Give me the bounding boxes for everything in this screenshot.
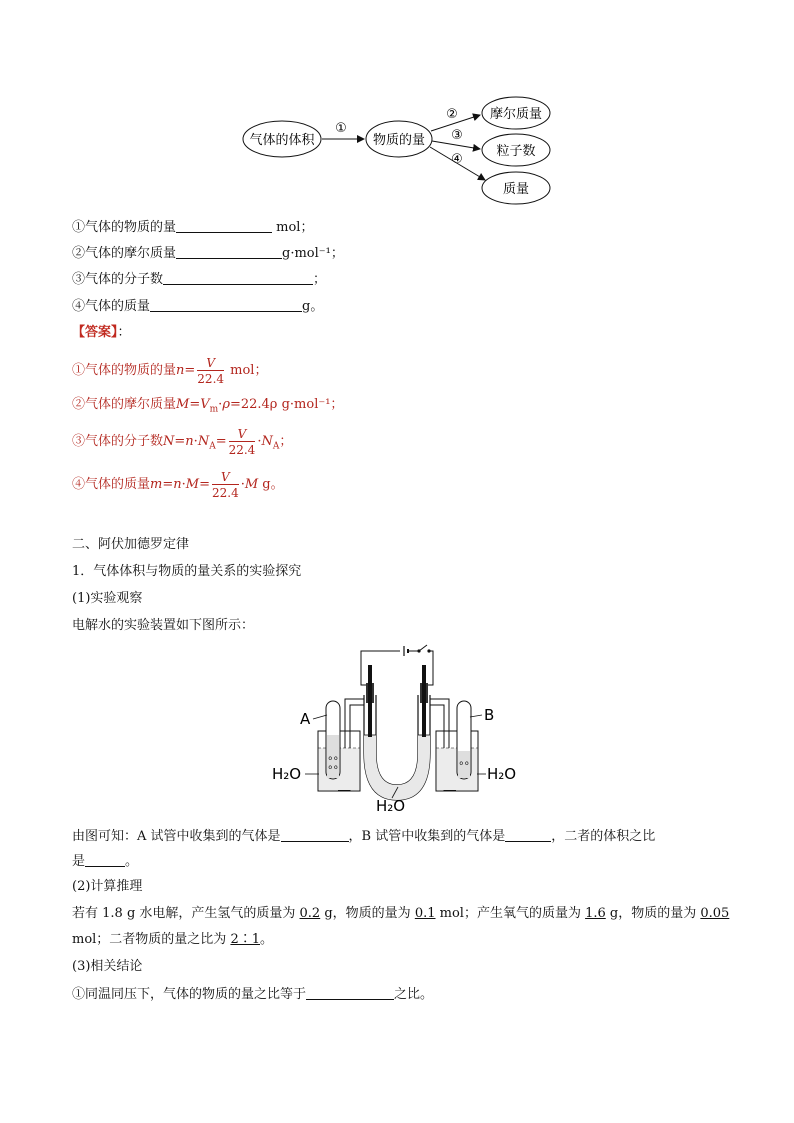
- fraction-3: $\frac{V}{22.4}$: [228, 426, 256, 457]
- question-2: ②气体的摩尔质量 g·mol⁻¹；: [72, 246, 344, 261]
- arrow-3-label: ③: [451, 128, 463, 143]
- question-1: ①气体的物质的量 mol；: [72, 220, 314, 235]
- electrolysis-apparatus: [0, 635, 794, 825]
- blank-4[interactable]: [150, 297, 302, 312]
- fraction-1: $\frac{V}{22.4}$: [197, 355, 225, 386]
- conclusion-1: ①同温同压下，气体的物质的量之比等于 之比。: [72, 987, 434, 1002]
- blank-conclusion[interactable]: [306, 985, 394, 1000]
- answer-4: ④气体的质量m=n·M= $\frac{V}{22.4}$ ·M g。: [72, 469, 284, 500]
- fraction-4: $\frac{V}{22.4}$: [211, 469, 239, 500]
- node-gas-volume-label: 气体的体积: [249, 133, 315, 148]
- label-b: B: [484, 706, 495, 724]
- calculation-line-1: 若有 1.8 g 水电解，产生氢气的质量为 0.2 g，物质的量为 0.1 mol；产生氧气的质量为 1.6 g，物质的量为 0.05: [72, 906, 730, 921]
- subsection-1: 1．气体体积与物质的量关系的实验探究: [72, 564, 302, 579]
- arrow-1-label: ①: [335, 121, 347, 136]
- blank-1[interactable]: [176, 218, 272, 233]
- answer-2: ②气体的摩尔质量$M=V_m\cdot\rho=22.4\rho$ g·mol⁻¹；: [72, 397, 344, 415]
- label-a: A: [300, 710, 311, 728]
- blank-3[interactable]: [163, 270, 313, 285]
- label-h2o-bottom: H₂O: [376, 797, 406, 815]
- question-4: ④气体的质量 g。: [72, 299, 324, 314]
- observation-line-2: 是 。: [72, 854, 139, 869]
- section-title: 二、阿伏加德罗定律: [72, 537, 190, 552]
- node-particles-label: 粒子数: [496, 144, 536, 159]
- calculation-line-2: mol；二者物质的量之比为 2∶1。: [72, 932, 274, 947]
- blank-gas-a[interactable]: [281, 827, 349, 842]
- node-molar-mass-label: 摩尔质量: [489, 107, 543, 122]
- node-amount-label: 物质的量: [372, 133, 426, 148]
- svg-text:o o: o o: [328, 764, 338, 771]
- arrow-2-label: ②: [446, 107, 458, 122]
- subsection-1c: (3)相关结论: [72, 959, 143, 974]
- svg-text:o o: o o: [459, 760, 469, 767]
- question-3: ③气体的分子数 ；: [72, 272, 327, 287]
- answer-1: ①气体的物质的量n= $\frac{V}{22.4}$ mol；: [72, 355, 268, 386]
- blank-volume-ratio[interactable]: [85, 852, 125, 867]
- label-h2o-right: H₂O: [487, 765, 517, 783]
- subsection-1b: (2)计算推理: [72, 879, 143, 894]
- blank-gas-b[interactable]: [505, 827, 551, 842]
- flow-diagram: [0, 0, 794, 210]
- label-h2o-left: H₂O: [272, 765, 302, 783]
- svg-text:o o: o o: [328, 755, 338, 762]
- intro-text: 电解水的实验装置如下图所示：: [72, 618, 255, 633]
- blank-2[interactable]: [176, 244, 282, 259]
- node-mass-label: 质量: [502, 182, 530, 197]
- observation-line-1: 由图可知：A 试管中收集到的气体是 ，B 试管中收集到的气体是 ，二者的体积之比: [72, 829, 656, 844]
- arrow-4-label: ④: [451, 152, 463, 167]
- answer-3: ③气体的分子数$N=n\cdot N_A=$ $\frac{V}{22.4}$ $\cdot N_A$；: [72, 426, 293, 457]
- subsection-1a: (1)实验观察: [72, 591, 143, 606]
- answer-heading: 【答案】：: [72, 325, 131, 340]
